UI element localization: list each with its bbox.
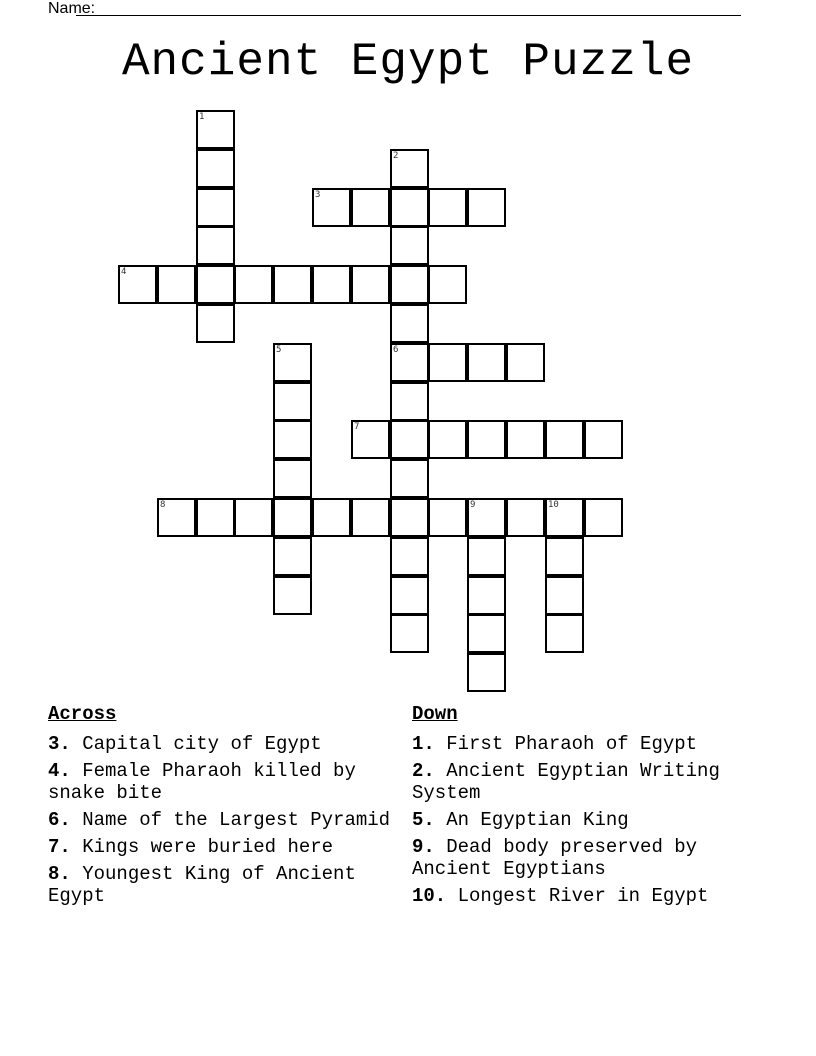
grid-cell[interactable] bbox=[312, 188, 351, 227]
name-label: Name: bbox=[48, 0, 96, 17]
grid-cell[interactable] bbox=[273, 382, 312, 421]
clue-number: 2. bbox=[412, 760, 435, 782]
grid-cell[interactable] bbox=[428, 343, 467, 382]
down-clue bbox=[412, 836, 752, 880]
grid-cell[interactable] bbox=[545, 614, 584, 653]
grid-cell[interactable] bbox=[390, 188, 429, 227]
grid-cell[interactable] bbox=[196, 226, 235, 265]
grid-cell[interactable] bbox=[273, 537, 312, 576]
grid-cell[interactable] bbox=[584, 420, 623, 459]
page-title: Ancient Egypt Puzzle bbox=[121, 36, 695, 88]
across-clue-list bbox=[48, 733, 398, 907]
grid-cell[interactable] bbox=[390, 614, 429, 653]
clue-number: 4. bbox=[48, 760, 71, 782]
grid-cell[interactable] bbox=[390, 576, 429, 615]
grid-cell[interactable] bbox=[157, 265, 196, 304]
grid-cell[interactable] bbox=[196, 110, 235, 149]
grid-cell[interactable] bbox=[545, 498, 584, 537]
grid-cell[interactable] bbox=[390, 265, 429, 304]
clue-number: 3. bbox=[48, 733, 71, 755]
across-clue bbox=[48, 809, 398, 831]
down-clue bbox=[412, 760, 752, 804]
across-clues bbox=[48, 703, 398, 912]
grid-cell[interactable] bbox=[545, 576, 584, 615]
cell-number: 1 bbox=[199, 112, 205, 122]
grid-cell[interactable] bbox=[273, 498, 312, 537]
grid-cell[interactable] bbox=[312, 265, 351, 304]
grid-cell[interactable] bbox=[467, 343, 506, 382]
grid-cell[interactable] bbox=[273, 576, 312, 615]
grid-cell[interactable] bbox=[467, 188, 506, 227]
grid-cell[interactable] bbox=[467, 537, 506, 576]
grid-cell[interactable] bbox=[196, 265, 235, 304]
cell-number: 3 bbox=[315, 190, 321, 200]
grid-cell[interactable] bbox=[506, 343, 545, 382]
grid-cell[interactable] bbox=[234, 498, 273, 537]
across-clue bbox=[48, 836, 398, 858]
down-clue-list bbox=[412, 733, 752, 907]
grid-cell[interactable] bbox=[118, 265, 157, 304]
grid-cell[interactable] bbox=[390, 537, 429, 576]
across-clue bbox=[48, 733, 398, 755]
grid-cell[interactable] bbox=[351, 188, 390, 227]
clue-number: 1. bbox=[412, 733, 435, 755]
grid-cell[interactable] bbox=[506, 420, 545, 459]
across-heading: Across bbox=[48, 703, 117, 725]
clue-text: Dead body preserved by Ancient Egyptians bbox=[412, 836, 698, 880]
grid-cell[interactable] bbox=[428, 420, 467, 459]
grid-cell[interactable] bbox=[390, 343, 429, 382]
down-clue bbox=[412, 809, 752, 831]
cell-number: 6 bbox=[393, 345, 399, 355]
grid-cell[interactable] bbox=[196, 304, 235, 343]
across-clue bbox=[48, 863, 398, 907]
clue-number: 9. bbox=[412, 836, 435, 858]
cell-number: 4 bbox=[121, 267, 127, 277]
grid-cell[interactable] bbox=[467, 614, 506, 653]
cell-number: 2 bbox=[393, 151, 399, 161]
down-heading: Down bbox=[412, 703, 458, 725]
grid-cell[interactable] bbox=[428, 498, 467, 537]
grid-cell[interactable] bbox=[351, 420, 390, 459]
grid-cell[interactable] bbox=[273, 343, 312, 382]
clue-number: 5. bbox=[412, 809, 435, 831]
grid-cell[interactable] bbox=[467, 420, 506, 459]
grid-cell[interactable] bbox=[157, 498, 196, 537]
grid-cell[interactable] bbox=[351, 265, 390, 304]
clue-number: 6. bbox=[48, 809, 71, 831]
grid-cell[interactable] bbox=[390, 149, 429, 188]
cell-number: 5 bbox=[276, 345, 282, 355]
grid-cell[interactable] bbox=[234, 265, 273, 304]
grid-cell[interactable] bbox=[390, 226, 429, 265]
grid-cell[interactable] bbox=[196, 149, 235, 188]
cell-number: 8 bbox=[160, 500, 166, 510]
grid-cell[interactable] bbox=[467, 498, 506, 537]
clue-number: 7. bbox=[48, 836, 71, 858]
grid-cell[interactable] bbox=[390, 459, 429, 498]
clue-text: Capital city of Egypt bbox=[70, 733, 322, 755]
grid-cell[interactable] bbox=[312, 498, 351, 537]
grid-cell[interactable] bbox=[390, 382, 429, 421]
cell-number: 10 bbox=[548, 500, 559, 510]
clue-text: Ancient Egyptian Writing System bbox=[412, 760, 720, 804]
grid-cell[interactable] bbox=[545, 420, 584, 459]
clue-number: 10. bbox=[412, 885, 447, 907]
cell-number: 9 bbox=[470, 500, 476, 510]
clue-text: Name of the Largest Pyramid bbox=[70, 809, 391, 831]
grid-cell[interactable] bbox=[467, 653, 506, 692]
down-clues bbox=[412, 703, 752, 912]
clue-text: First Pharaoh of Egypt bbox=[434, 733, 698, 755]
grid-cell[interactable] bbox=[351, 498, 390, 537]
grid-cell[interactable] bbox=[273, 420, 312, 459]
clue-text: Kings were buried here bbox=[70, 836, 334, 858]
cell-number: 7 bbox=[354, 422, 360, 432]
clue-text: Female Pharaoh killed by snake bite bbox=[48, 760, 356, 804]
grid-cell[interactable] bbox=[584, 498, 623, 537]
grid-cell[interactable] bbox=[196, 498, 235, 537]
grid-cell[interactable] bbox=[390, 420, 429, 459]
grid-cell[interactable] bbox=[273, 265, 312, 304]
across-clue bbox=[48, 760, 398, 804]
grid-cell[interactable] bbox=[428, 265, 467, 304]
grid-cell[interactable] bbox=[506, 498, 545, 537]
grid-cell[interactable] bbox=[390, 498, 429, 537]
down-clue bbox=[412, 733, 752, 755]
grid-cell[interactable] bbox=[390, 304, 429, 343]
grid-cell[interactable] bbox=[467, 576, 506, 615]
clue-number: 8. bbox=[48, 863, 71, 885]
clue-text: An Egyptian King bbox=[434, 809, 629, 831]
clue-text: Youngest King of Ancient Egypt bbox=[48, 863, 356, 907]
grid-cell[interactable] bbox=[545, 537, 584, 576]
grid-cell[interactable] bbox=[196, 188, 235, 227]
down-clue bbox=[412, 885, 752, 907]
grid-cell[interactable] bbox=[428, 188, 467, 227]
clue-text: Longest River in Egypt bbox=[446, 885, 709, 907]
grid-cell[interactable] bbox=[273, 459, 312, 498]
